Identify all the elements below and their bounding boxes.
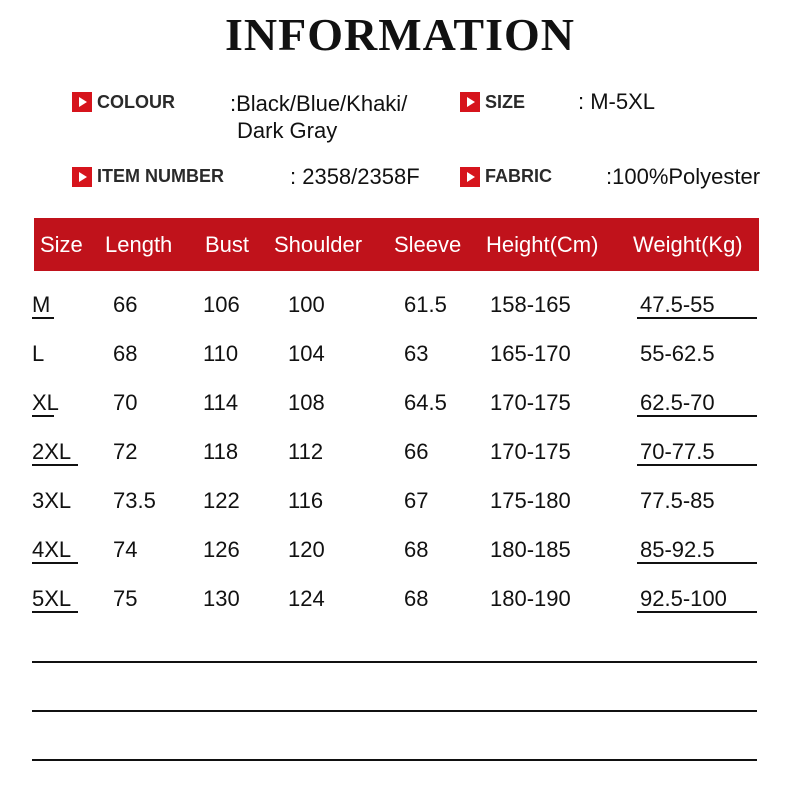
table-row (0, 537, 800, 577)
cell-sleeve: 63 (404, 341, 429, 366)
row-divider (32, 661, 757, 663)
cell-bust: 114 (203, 390, 239, 415)
row-divider (637, 464, 757, 466)
row-divider (637, 317, 757, 319)
size-value: : M-5XL (578, 89, 656, 114)
cell-shoulder: 116 (288, 488, 324, 513)
cell-sleeve: 68 (404, 586, 429, 611)
cell-height: 180-185 (490, 537, 571, 562)
row-divider (32, 759, 757, 761)
cell-length: 68 (113, 341, 138, 366)
cell-size: M (32, 292, 51, 317)
header-bust: Bust (205, 232, 250, 257)
cell-length: 66 (113, 292, 138, 317)
cell-sleeve: 66 (404, 439, 429, 464)
item-number-label: ITEM NUMBER (97, 166, 224, 186)
row-divider (32, 611, 78, 613)
cell-weight: 62.5-70 (640, 390, 715, 415)
cell-size: 5XL (32, 586, 72, 611)
cell-bust: 106 (203, 292, 240, 317)
cell-bust: 122 (203, 488, 240, 513)
triangle-marker-icon (460, 167, 480, 187)
cell-sleeve: 68 (404, 537, 429, 562)
header-length: Length (105, 232, 173, 257)
cell-length: 72 (113, 439, 138, 464)
cell-sleeve: 67 (404, 488, 429, 513)
cell-bust: 118 (203, 439, 239, 464)
cell-length: 70 (113, 390, 138, 415)
row-divider (32, 710, 757, 712)
row-divider (637, 562, 757, 564)
row-divider (32, 317, 54, 319)
row-divider (32, 415, 54, 417)
row-divider (32, 562, 78, 564)
triangle-marker-icon (460, 92, 480, 112)
cell-shoulder: 112 (288, 439, 324, 464)
cell-height: 170-175 (490, 390, 571, 415)
cell-length: 75 (113, 586, 138, 611)
cell-height: 180-190 (490, 586, 571, 611)
colour-label: COLOUR (97, 92, 175, 112)
cell-sleeve: 61.5 (404, 292, 447, 317)
table-row (0, 488, 800, 528)
header-size: Size (40, 232, 83, 257)
cell-weight: 77.5-85 (640, 488, 715, 513)
table-row (0, 586, 800, 626)
cell-height: 165-170 (490, 341, 571, 366)
cell-size: L (32, 341, 45, 366)
fabric-label: FABRIC (485, 166, 552, 186)
table-row (0, 341, 800, 381)
cell-height: 158-165 (490, 292, 571, 317)
page-title: INFORMATION (224, 9, 576, 60)
cell-shoulder: 124 (288, 586, 325, 611)
table-row (0, 390, 800, 430)
cell-bust: 130 (203, 586, 240, 611)
size-label: SIZE (485, 92, 526, 112)
cell-bust: 110 (203, 341, 239, 366)
cell-size: 3XL (32, 488, 72, 513)
cell-size: 2XL (32, 439, 72, 464)
cell-height: 170-175 (490, 439, 571, 464)
cell-weight: 47.5-55 (640, 292, 715, 317)
cell-shoulder: 108 (288, 390, 325, 415)
cell-shoulder: 104 (288, 341, 325, 366)
cell-size: XL (32, 390, 59, 415)
header-shoulder: Shoulder (274, 232, 363, 257)
triangle-marker-icon (72, 92, 92, 112)
header-height: Height(Cm) (486, 232, 599, 257)
row-divider (637, 415, 757, 417)
table-row (0, 292, 800, 332)
cell-shoulder: 100 (288, 292, 325, 317)
cell-length: 73.5 (113, 488, 156, 513)
fabric-value: :100%Polyester (606, 164, 761, 189)
cell-weight: 55-62.5 (640, 341, 715, 366)
cell-length: 74 (113, 537, 138, 562)
cell-shoulder: 120 (288, 537, 325, 562)
colour-value-line2: Dark Gray (237, 118, 338, 143)
cell-weight: 70-77.5 (640, 439, 715, 464)
header-weight: Weight(Kg) (633, 232, 743, 257)
row-divider (637, 611, 757, 613)
cell-height: 175-180 (490, 488, 571, 513)
cell-size: 4XL (32, 537, 72, 562)
item-number-value: : 2358/2358F (290, 164, 420, 189)
cell-bust: 126 (203, 537, 240, 562)
table-row (0, 439, 800, 479)
cell-weight: 92.5-100 (640, 586, 727, 611)
row-divider (32, 464, 78, 466)
size-table-header (34, 218, 759, 271)
header-sleeve: Sleeve (394, 232, 462, 257)
cell-sleeve: 64.5 (404, 390, 447, 415)
colour-value: :Black/Blue/Khaki/ (230, 91, 408, 116)
triangle-marker-icon (72, 167, 92, 187)
cell-weight: 85-92.5 (640, 537, 715, 562)
